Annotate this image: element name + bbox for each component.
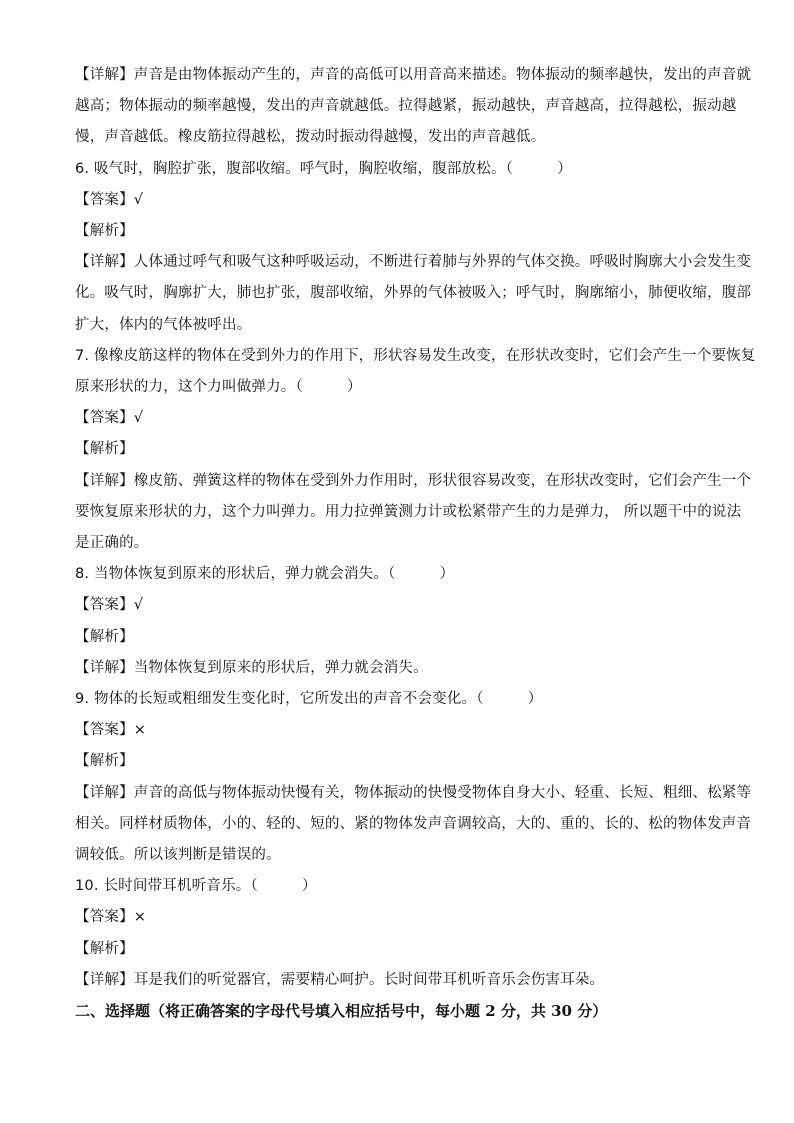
answer-label: 【答案】√ [75, 597, 144, 614]
text-line: 【详解】声音的高低与物体振动快慢有关，物体振动的快慢受物体自身大小、轻重、长短、粗细、松紧等 [75, 784, 752, 801]
text-line: 【详解】橡皮筋、弹簧这样的物体在受到外力作用时，形状很容易改变，在形状改变时，它们会产生一个 [75, 472, 752, 489]
text-line: 化。吸气时，胸廓扩大，肺也扩张，腹部收缩，外界的气体被吸入；呼气时，胸廓缩小，肺便收缩，腹部 [75, 285, 752, 302]
answer-label: 【答案】× [75, 722, 147, 739]
question-7: 7. 像橡皮筋这样的物体在受到外力的作用下，形状容易发生改变，在形状改变时，它们会产生一个要恢复 [75, 347, 756, 364]
analysis-label: 【解析】 [75, 940, 134, 957]
question-7-cont: 原来形状的力，这个力叫做弹力。（ ） [75, 379, 362, 396]
text-line: 相关。同样材质物体，小的、轻的、短的、紧的物体发声音调较高，大的、重的、长的、松的物体发声音 [75, 815, 752, 832]
question-8: 8. 当物体恢复到原来的形状后，弹力就会消失。（ ） [75, 566, 455, 583]
text-line: 慢，声音越低。橡皮筋拉得越松，拨动时振动得越慢，发出的声音越低。 [75, 129, 546, 146]
text-line: 【详解】当物体恢复到原来的形状后，弹力就会消失。 [75, 659, 428, 676]
text-line: 是正确的。 [75, 535, 149, 552]
analysis-label: 【解析】 [75, 223, 134, 240]
text-line: 越高；物体振动的频率越慢，发出的声音就越低。拉得越紧，振动越快，声音越高，拉得越松，振动越 [75, 98, 737, 115]
section-title: 二、选择题（将正确答案的字母代号填入相应括号中，每小题 2 分，共 30 分） [75, 1002, 608, 1021]
text-line: 要恢复原来形状的力，这个力叫弹力。用力拉弹簧测力计或松紧带产生的力是弹力， 所以题干中的说法 [75, 503, 742, 520]
text-line: 【详解】耳是我们的听觉器官，需要精心呵护。长时间带耳机听音乐会伤害耳朵。 [75, 971, 605, 988]
document-page [75, 60, 756, 1027]
answer-label: 【答案】√ [75, 191, 144, 208]
text-line: 扩大，体内的气体被呼出。 [75, 316, 252, 333]
analysis-label: 【解析】 [75, 628, 134, 645]
analysis-label: 【解析】 [75, 753, 134, 770]
question-6: 6. 吸气时，胸腔扩张，腹部收缩。呼气时，胸腔收缩，腹部放松。（ ） [75, 160, 572, 177]
text-line: 【详解】人体通过呼气和吸气这种呼吸运动，不断进行着肺与外界的气体交换。呼吸时胸廓大小会发生变 [75, 254, 752, 271]
analysis-label: 【解析】 [75, 441, 134, 458]
question-10: 10. 长时间带耳机听音乐。（ ） [75, 878, 317, 895]
question-9: 9. 物体的长短或粗细发生变化时，它所发出的声音不会变化。（ ） [75, 691, 543, 708]
answer-label: 【答案】√ [75, 410, 144, 427]
answer-label: 【答案】× [75, 909, 147, 926]
text-line: 【详解】声音是由物体振动产生的，声音的高低可以用音高来描述。物体振动的频率越快，发出的声音就 [75, 67, 752, 83]
text-line: 调较低。所以该判断是错误的。 [75, 847, 281, 864]
